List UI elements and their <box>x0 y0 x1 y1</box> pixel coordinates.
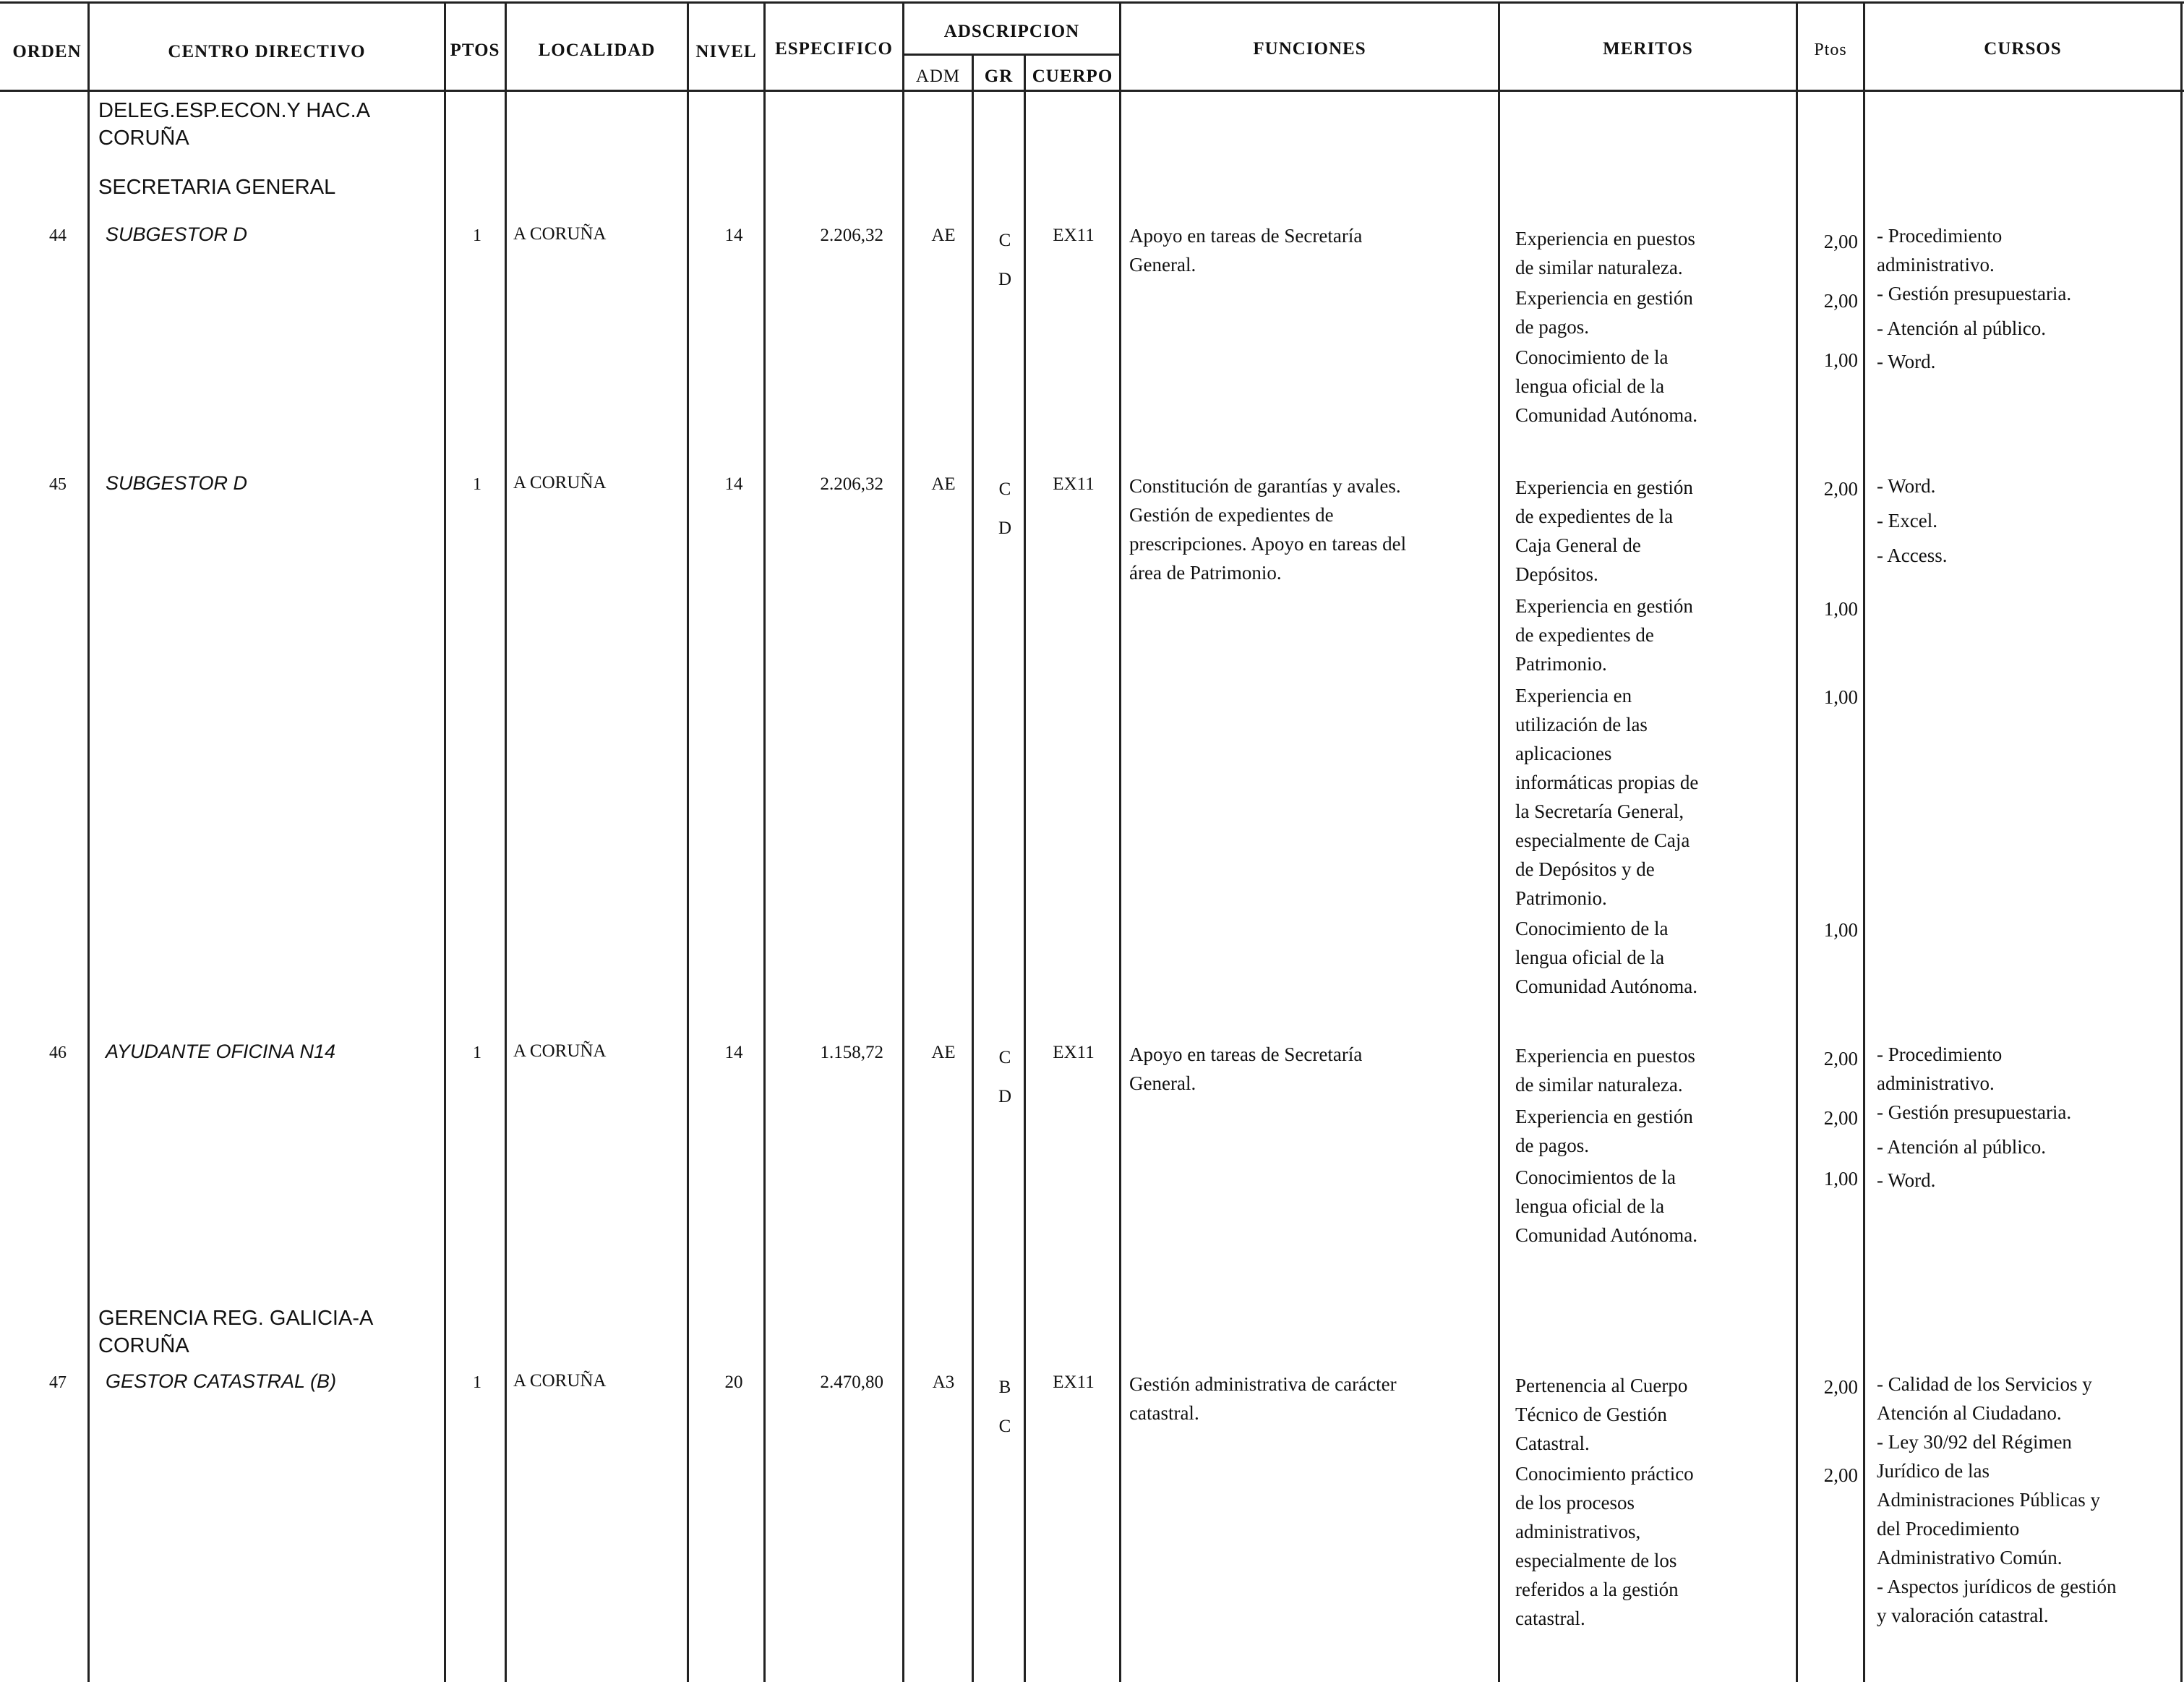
row-orden: 47 <box>49 1373 67 1392</box>
header-centro-directivo: CENTRO DIRECTIVO <box>168 42 366 61</box>
row-gr: B C <box>998 1378 1011 1436</box>
row-merito-ptos: 1,00 <box>1823 686 1858 708</box>
row-centro: GESTOR CATASTRAL (B) <box>106 1370 337 1392</box>
col-line <box>2180 1 2183 1682</box>
row-localidad: A CORUÑA <box>513 473 607 492</box>
row-merito-ptos: 2,00 <box>1823 1376 1858 1398</box>
col-line <box>687 1 689 1682</box>
header-funciones: FUNCIONES <box>1253 39 1366 59</box>
col-line <box>87 1 90 1682</box>
row-curso: - Atención al público. <box>1877 1136 2046 1158</box>
col-line <box>1498 1 1500 1682</box>
row-especifico: 2.470,80 <box>820 1373 883 1392</box>
row-localidad: A CORUÑA <box>513 224 607 244</box>
row-cuerpo: EX11 <box>1053 474 1095 494</box>
row-curso: - Procedimiento administrativo. <box>1877 1043 2003 1094</box>
row-gr: C D <box>998 479 1012 538</box>
row-curso: - Excel. <box>1877 510 1937 532</box>
col-line <box>444 1 446 1682</box>
col-line <box>1863 1 1865 1682</box>
row-ptos: 1 <box>473 1043 481 1062</box>
row-gr: C D <box>998 231 1012 289</box>
col-line <box>763 1 766 1682</box>
row-merito: Experiencia en gestión de expedientes de la Caja General de Depósitos. <box>1515 477 1693 585</box>
row-nivel: 14 <box>724 1043 743 1062</box>
row-localidad: A CORUÑA <box>513 1041 607 1061</box>
row-merito: Experiencia en gestión de expedientes de Patrimonio. <box>1515 595 1693 675</box>
row-cuerpo: EX11 <box>1053 1043 1095 1062</box>
col-line <box>902 1 904 1682</box>
row-adm: AE <box>931 1043 956 1062</box>
row-especifico: 2.206,32 <box>820 226 883 245</box>
row-orden: 44 <box>49 226 67 245</box>
row-nivel: 14 <box>724 474 743 494</box>
row-merito: Experiencia en puestos de similar naturaleza. <box>1515 1045 1695 1096</box>
header-ptos-meritos: Ptos <box>1814 40 1847 59</box>
row-merito: Conocimiento de la lengua oficial de la Comunidad Autónoma. <box>1515 346 1697 426</box>
row-merito: Conocimientos de la lengua oficial de la Comunidad Autónoma. <box>1515 1166 1697 1246</box>
row-merito-ptos: 2,00 <box>1823 290 1858 312</box>
row-merito-ptos: 2,00 <box>1823 1464 1858 1486</box>
row-merito-ptos: 1,00 <box>1823 919 1858 941</box>
row-merito-ptos: 1,00 <box>1823 349 1858 371</box>
row-adm: A3 <box>932 1373 955 1392</box>
row-gr: C D <box>998 1048 1012 1106</box>
col-line <box>1796 1 1798 1682</box>
header-cursos: CURSOS <box>1984 39 2062 59</box>
row-funciones: Apoyo en tareas de Secretaría General. <box>1129 1043 1363 1094</box>
row-merito: Pertenencia al Cuerpo Técnico de Gestión Catastral. <box>1515 1375 1688 1454</box>
row-curso: - Word. <box>1877 1169 1936 1191</box>
row-curso: - Word. <box>1877 351 1936 372</box>
section-deleg: DELEG.ESP.ECON.Y HAC.A CORUÑA <box>98 99 371 150</box>
header-adscripcion: ADSCRIPCION <box>943 22 1080 41</box>
row-curso: - Gestión presupuestaria. <box>1877 283 2072 304</box>
row-funciones: Gestión administrativa de carácter catastral. <box>1129 1373 1397 1424</box>
row-merito: Conocimiento de la lengua oficial de la Comunidad Autónoma. <box>1515 918 1697 997</box>
row-funciones: Constitución de garantías y avales. Gestión de expedientes de prescripciones. Apoyo en tareas del área de Patrimonio. <box>1129 475 1407 584</box>
header-gr: GR <box>984 67 1014 86</box>
row-curso: - Access. <box>1877 545 1948 566</box>
row-merito-ptos: 1,00 <box>1823 598 1858 620</box>
row-merito-ptos: 1,00 <box>1823 1168 1858 1190</box>
header-adm: ADM <box>915 67 961 86</box>
section-gerencia: GERENCIA REG. GALICIA-A CORUÑA <box>98 1307 374 1357</box>
row-especifico: 2.206,32 <box>820 474 883 494</box>
row-centro: SUBGESTOR D <box>106 472 248 494</box>
row-merito-ptos: 2,00 <box>1823 478 1858 500</box>
header-especifico: ESPECIFICO <box>775 39 893 59</box>
row-localidad: A CORUÑA <box>513 1371 607 1391</box>
header-bottom-border <box>0 90 2184 92</box>
row-merito-ptos: 2,00 <box>1823 1048 1858 1070</box>
col-line <box>972 54 974 1682</box>
col-line <box>505 1 507 1682</box>
row-especifico: 1.158,72 <box>820 1043 883 1062</box>
header-localidad: LOCALIDAD <box>538 40 656 60</box>
row-adm: AE <box>931 474 956 494</box>
row-curso: - Gestión presupuestaria. <box>1877 1101 2072 1123</box>
row-cuerpo: EX11 <box>1053 1373 1095 1392</box>
section-secretaria: SECRETARIA GENERAL <box>98 176 336 199</box>
row-centro: AYUDANTE OFICINA N14 <box>106 1041 336 1062</box>
row-ptos: 1 <box>473 226 481 245</box>
header-nivel: NIVEL <box>695 42 757 61</box>
row-curso: - Word. <box>1877 475 1936 497</box>
header-orden: ORDEN <box>12 42 82 61</box>
row-funciones: Apoyo en tareas de Secretaría General. <box>1129 225 1363 276</box>
row-curso: - Calidad de los Servicios y Atención al Ciudadano. - Ley 30/92 del Régimen Jurídico de las Administraciones Públicas y del Procedimiento Administrativo Común. - Aspectos jurídicos de gestión y valoración catastral. <box>1877 1373 2117 1626</box>
row-centro: SUBGESTOR D <box>106 223 248 245</box>
row-merito-ptos: 2,00 <box>1823 1107 1858 1129</box>
row-merito-ptos: 2,00 <box>1823 231 1858 252</box>
row-nivel: 14 <box>724 226 743 245</box>
row-ptos: 1 <box>473 1373 481 1392</box>
table-top-border <box>0 1 2184 4</box>
col-line <box>1119 1 1121 1682</box>
row-orden: 46 <box>49 1043 67 1062</box>
row-curso: - Procedimiento administrativo. <box>1877 225 2003 276</box>
row-nivel: 20 <box>724 1373 743 1392</box>
row-orden: 45 <box>49 475 67 494</box>
row-cuerpo: EX11 <box>1053 226 1095 245</box>
row-merito: Experiencia en gestión de pagos. <box>1515 287 1693 338</box>
row-ptos: 1 <box>473 475 481 494</box>
row-curso: - Atención al público. <box>1877 317 2046 339</box>
row-merito: Conocimiento práctico de los procesos administrativos, especialmente de los referidos a la gestión catastral. <box>1515 1463 1694 1629</box>
header-cuerpo: CUERPO <box>1032 67 1113 86</box>
row-adm: AE <box>931 226 956 245</box>
adscripcion-divider <box>902 54 1119 56</box>
row-merito: Experiencia en utilización de las aplicaciones informáticas propias de la Secretaría General, especialmente de Caja de Depósitos y de Patrimonio. <box>1515 685 1699 909</box>
row-merito: Experiencia en puestos de similar naturaleza. <box>1515 228 1695 278</box>
header-ptos: PTOS <box>450 40 500 60</box>
row-merito: Experiencia en gestión de pagos. <box>1515 1106 1693 1156</box>
header-meritos: MERITOS <box>1603 39 1693 59</box>
